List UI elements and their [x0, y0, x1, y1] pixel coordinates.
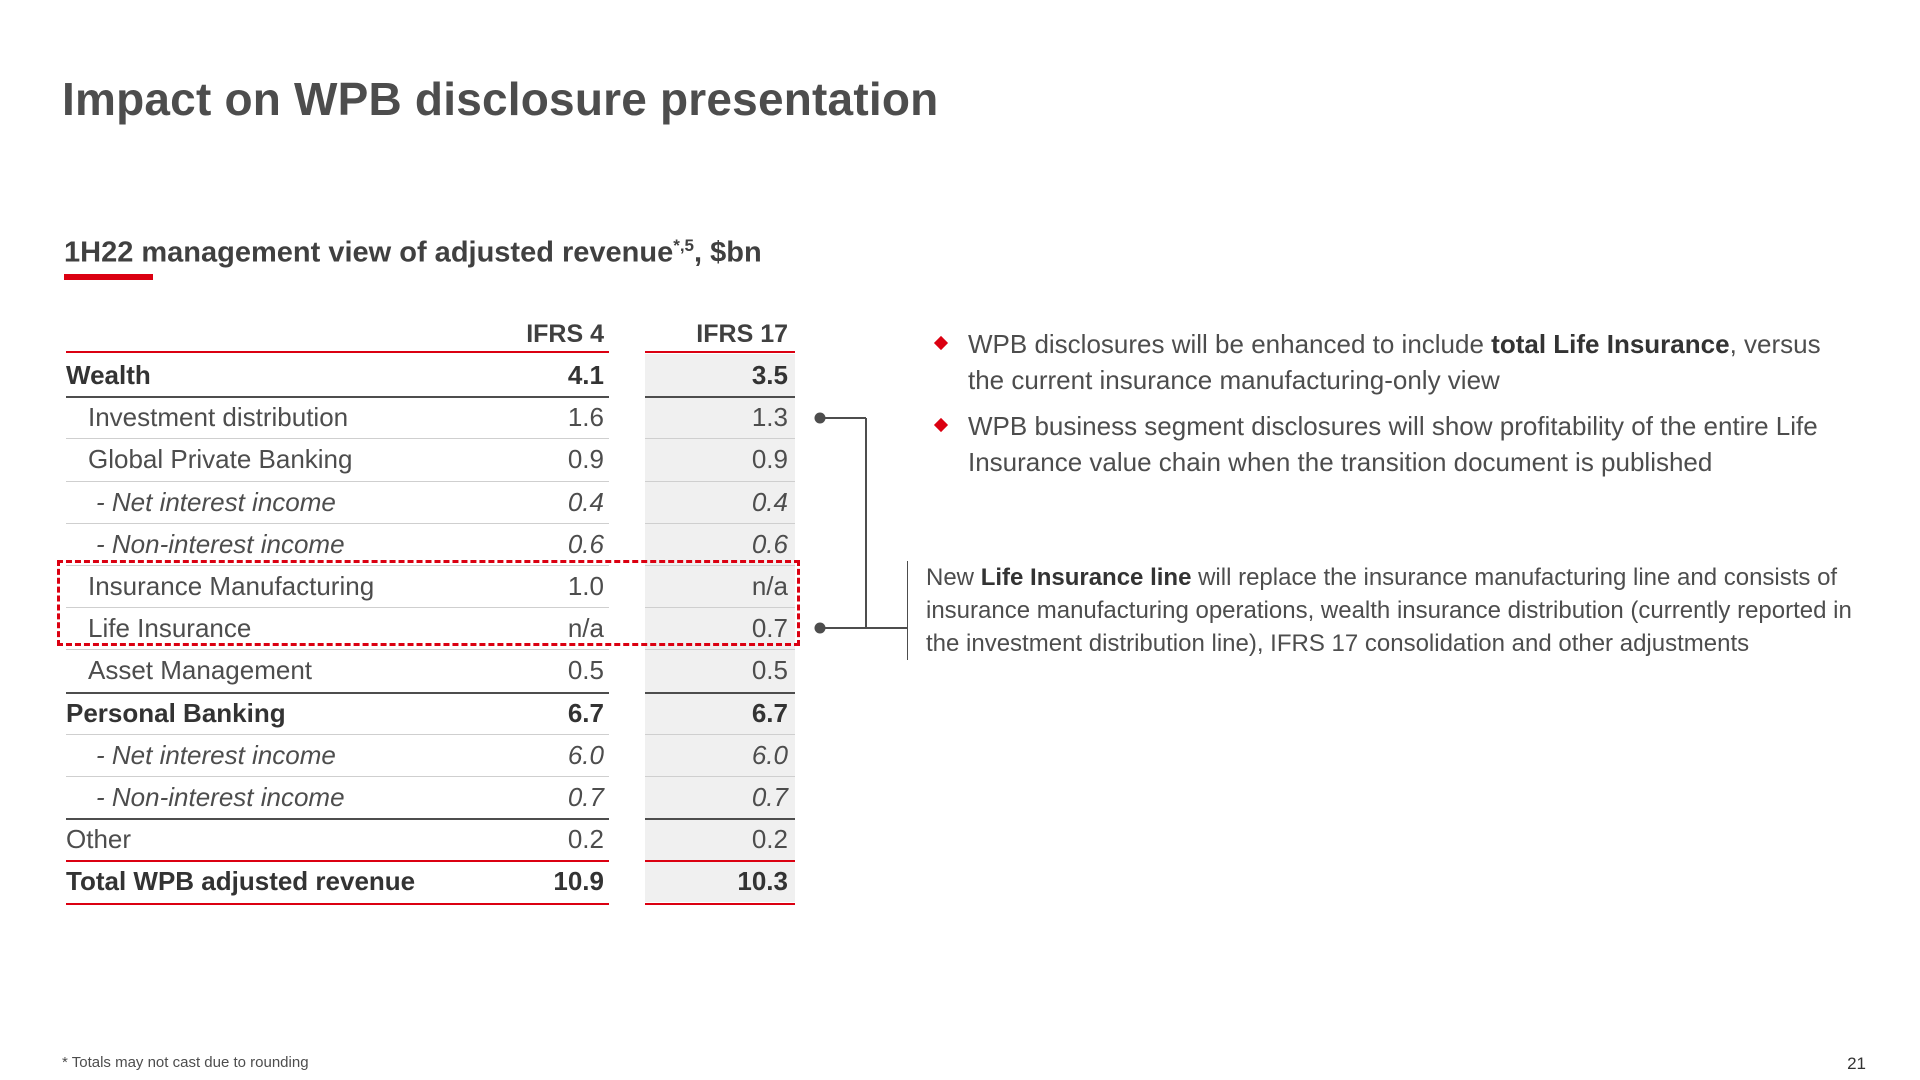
diamond-bullet-icon: [934, 418, 948, 432]
ifrs4-value: 1.0: [567, 571, 604, 601]
bullet-list: [932, 326, 1862, 490]
row-label: - Net interest income: [96, 486, 336, 517]
connector-dot-life-insurance: [815, 623, 826, 634]
row-label: Life Insurance: [88, 613, 252, 644]
footnote: * Totals may not cast due to rounding: [62, 1054, 309, 1071]
bullet-item: [932, 408, 1862, 480]
page-title: Impact on WPB disclosure presentation: [62, 73, 939, 125]
ifrs17-value: 0.7: [751, 613, 788, 644]
callout-text: will replace the insurance manufacturing line and consists of insurance manufacturing operations, wealth insurance distribution (currently reported in the investment distribution line), IFRS 17 consolidation and other adjustments: [926, 564, 1852, 657]
ifrs4-value: n/a: [567, 613, 604, 644]
subtitle-main: 1H22 management view of adjusted revenue: [64, 236, 674, 269]
ifrs4-value: 0.9: [567, 444, 604, 475]
ifrs17-value: 0.9: [751, 444, 788, 475]
ifrs17-value: 0.2: [751, 824, 788, 855]
connector-dot-investment-distribution: [815, 413, 826, 424]
row-label: Insurance Manufacturing: [88, 571, 375, 601]
bullet-text: WPB business segment disclosures will show profitability of the entire Life Insurance value chain when the transition document is published: [968, 411, 1818, 477]
bullet-item: [932, 326, 1862, 398]
row-label: Wealth: [66, 360, 151, 390]
row-label: - Non-interest income: [96, 528, 345, 559]
bullet-text-bold: total Life Insurance: [1491, 329, 1730, 359]
ifrs4-value: 0.2: [567, 824, 604, 855]
ifrs17-value: 6.7: [751, 697, 788, 728]
ifrs17-value: 0.7: [751, 782, 788, 812]
ifrs17-value: 10.3: [737, 866, 788, 897]
header-ifrs17: IFRS 17: [696, 320, 788, 348]
ifrs17-value: 0.6: [751, 528, 788, 559]
ifrs4-value: 1.6: [567, 402, 604, 433]
bullet-text: , versus the current insurance manufacturing-only view: [968, 329, 1821, 395]
ifrs17-value: 0.4: [751, 486, 788, 517]
subtitle-footnote-ref: *,5: [673, 236, 695, 255]
row-label: Total WPB adjusted revenue: [66, 866, 416, 897]
life-insurance-callout: [907, 561, 1881, 660]
header-ifrs4: IFRS 4: [526, 320, 604, 348]
ifrs4-value: 6.7: [567, 697, 604, 728]
subtitle-unit: , $bn: [694, 236, 762, 269]
row-label: Investment distribution: [88, 402, 349, 433]
ifrs4-value: 10.9: [553, 866, 604, 897]
diamond-bullet-icon: [934, 336, 948, 350]
ifrs4-value: 4.1: [567, 360, 604, 390]
ifrs4-value: 6.0: [567, 739, 604, 770]
row-label: Personal Banking: [66, 697, 286, 728]
bullet-text: WPB disclosures will be enhanced to include: [968, 329, 1492, 359]
ifrs17-value: 6.0: [751, 739, 788, 770]
page-number: 21: [1847, 1054, 1866, 1073]
ifrs17-value: 3.5: [751, 360, 788, 390]
row-label: Asset Management: [88, 655, 313, 686]
ifrs17-value: n/a: [751, 571, 788, 601]
ifrs4-value: 0.4: [567, 486, 604, 517]
ifrs17-value: 0.5: [751, 655, 788, 686]
row-label: Other: [66, 824, 132, 855]
row-label: - Net interest income: [96, 739, 336, 770]
ifrs17-value: 1.3: [751, 402, 788, 433]
row-label: Global Private Banking: [88, 444, 353, 475]
ifrs4-value: 0.6: [567, 528, 604, 559]
row-label: - Non-interest income: [96, 782, 345, 812]
ifrs4-value: 0.7: [567, 782, 604, 812]
ifrs4-value: 0.5: [567, 655, 604, 686]
callout-text-bold: Life Insurance line: [980, 564, 1192, 591]
callout-text: New: [926, 564, 981, 591]
